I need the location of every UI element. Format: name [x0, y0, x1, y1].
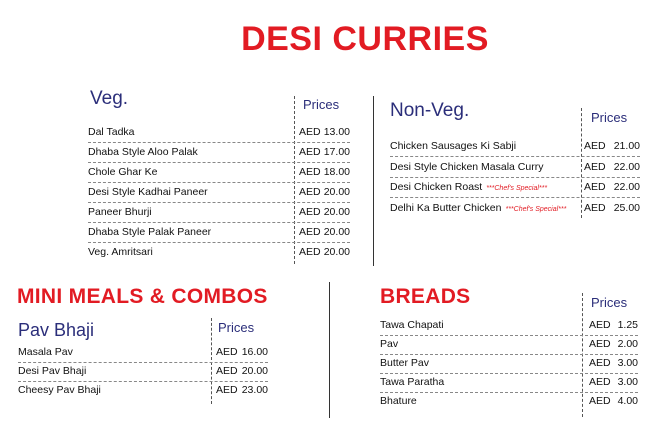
item-name [88, 162, 157, 182]
menu-row [18, 380, 268, 400]
menu-row [88, 242, 350, 262]
item-name-text: Cheesy Pav Bhaji [18, 384, 101, 396]
currency-label: AED [299, 186, 321, 198]
item-name [380, 315, 444, 335]
chef-special-tag: ***Chef's Special*** [486, 185, 548, 192]
menu-row [380, 315, 638, 336]
item-name [380, 334, 398, 354]
currency-label: AED [584, 160, 606, 173]
menu-row [18, 361, 268, 382]
menu-row [390, 136, 640, 157]
item-name-text: Desi Style Chicken Masala Curry [390, 160, 544, 173]
item-name [88, 222, 211, 242]
currency-label: AED [216, 346, 238, 358]
section-divider-top [373, 96, 374, 266]
item-price: 23.00 [241, 384, 268, 396]
item-name-text: Masala Pav [18, 346, 73, 358]
item-name-text: Chicken Sausages Ki Sabji [390, 140, 517, 152]
item-name [380, 372, 444, 392]
item-name [390, 157, 543, 177]
item-price: 20.00 [323, 226, 350, 238]
item-name [390, 198, 566, 220]
item-name [390, 136, 516, 156]
currency-label: AED [299, 246, 321, 258]
item-name-text: Dal Tadka [88, 126, 135, 138]
menu-row [88, 202, 350, 223]
veg-prices-label: Prices [303, 97, 340, 112]
menu-row [88, 182, 350, 203]
currency-label: AED [299, 166, 321, 178]
item-name-text: Desi Chicken Roast [390, 181, 483, 193]
item-name [88, 202, 152, 222]
menu-row [18, 342, 268, 363]
menu-row [390, 198, 640, 218]
currency-label: AED [216, 365, 238, 377]
currency-label: AED [584, 140, 606, 152]
section-divider-bottom [329, 282, 330, 418]
currency-label: AED [589, 338, 611, 350]
item-price: 2.00 [617, 338, 638, 350]
item-price: 16.00 [241, 346, 268, 358]
item-name-text: Desi Pav Bhaji [18, 365, 87, 377]
item-name [88, 122, 135, 142]
item-price: 25.00 [613, 201, 640, 214]
item-price: 22.00 [613, 160, 640, 173]
menu-row [380, 372, 638, 393]
item-price: 3.00 [617, 357, 638, 369]
breads-prices-label: Prices [591, 295, 628, 310]
item-name-text: Butter Pav [380, 357, 430, 369]
item-price: 21.00 [613, 140, 640, 152]
chef-special-tag: ***Chef's Special*** [505, 205, 567, 213]
item-price: 20.00 [323, 206, 350, 218]
pav-bhaji-heading: Pav Bhaji [18, 320, 95, 340]
menu-row [380, 391, 638, 411]
item-price: 20.00 [323, 246, 350, 258]
item-name-text: Veg. Amritsari [88, 246, 153, 258]
currency-label: AED [589, 376, 611, 388]
menu-row [88, 222, 350, 243]
item-name-text: Chole Ghar Ke [88, 166, 158, 178]
mini-meals-prices-label: Prices [218, 320, 255, 335]
currency-label: AED [584, 181, 606, 193]
currency-label: AED [299, 146, 321, 158]
item-price: 22.00 [613, 181, 640, 193]
item-price: 13.00 [323, 126, 350, 138]
item-name-text: Pav [380, 338, 399, 350]
item-name [380, 353, 429, 373]
item-name-text: Tawa Paratha [380, 376, 445, 388]
mini-meals-title: MINI MEALS & COMBOS [17, 285, 268, 308]
menu-row [88, 122, 350, 143]
item-price: 1.25 [617, 319, 638, 331]
nonveg-prices-label: Prices [591, 110, 628, 125]
item-name [18, 380, 101, 400]
menu-row [380, 334, 638, 355]
menu-row [390, 177, 640, 198]
currency-label: AED [299, 226, 321, 238]
veg-heading: Veg. [90, 88, 129, 109]
item-name-text: Bhature [380, 395, 417, 407]
item-name [390, 177, 547, 199]
item-name-text: Paneer Bhurji [88, 206, 152, 218]
nonveg-heading: Non-Veg. [390, 100, 470, 121]
currency-label: AED [584, 201, 606, 214]
item-price: 17.00 [323, 146, 350, 158]
currency-label: AED [299, 126, 321, 138]
currency-label: AED [589, 319, 611, 331]
item-price: 3.00 [617, 376, 638, 388]
item-name-text: Dhaba Style Palak Paneer [88, 226, 212, 238]
menu-row [88, 162, 350, 183]
item-price: 20.00 [241, 365, 268, 377]
item-name [88, 182, 208, 202]
page-title: DESI CURRIES [241, 20, 489, 58]
currency-label: AED [589, 395, 611, 407]
currency-label: AED [216, 384, 238, 396]
item-name [18, 361, 86, 381]
item-name-text: Desi Style Kadhai Paneer [88, 186, 208, 198]
item-name [18, 342, 73, 362]
item-name-text: Tawa Chapati [380, 319, 444, 331]
menu-row [380, 353, 638, 374]
item-name [88, 142, 198, 162]
menu-row [390, 157, 640, 178]
currency-label: AED [589, 357, 611, 369]
item-price: 18.00 [323, 166, 350, 178]
currency-label: AED [299, 206, 321, 218]
item-name [88, 242, 153, 262]
item-price: 4.00 [617, 395, 638, 407]
menu-row [88, 142, 350, 163]
item-name-text: Delhi Ka Butter Chicken [390, 201, 502, 214]
item-name-text: Dhaba Style Aloo Palak [88, 146, 198, 158]
item-price: 20.00 [323, 186, 350, 198]
item-name [380, 391, 417, 411]
breads-title: BREADS [380, 285, 471, 308]
